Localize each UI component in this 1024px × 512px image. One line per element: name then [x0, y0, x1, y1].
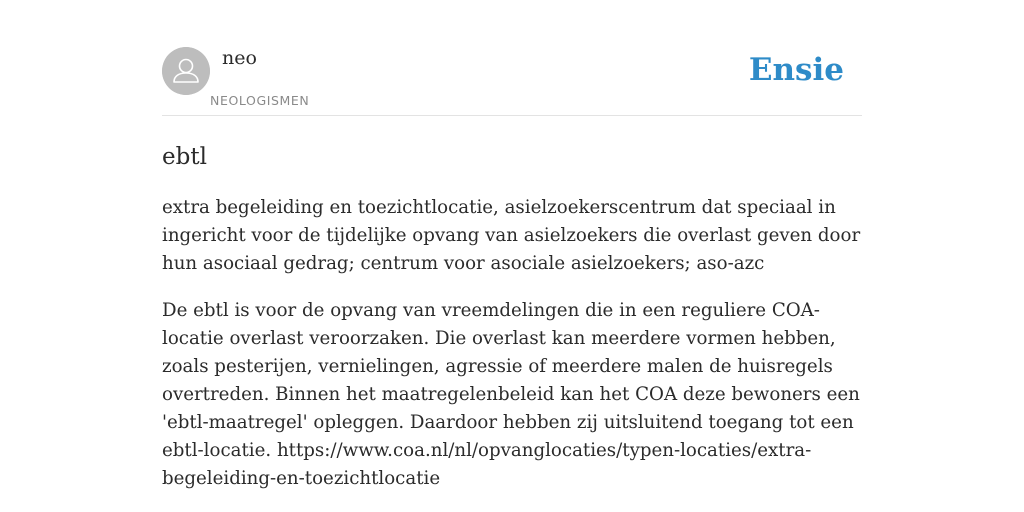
author-username[interactable]: neo: [222, 47, 257, 69]
entry-card: [162, 46, 862, 493]
entry-header: [162, 46, 862, 116]
author-category[interactable]: NEOLOGISMEN: [210, 93, 310, 108]
entry-example: [162, 297, 862, 493]
example-source-link[interactable]: https://www.coa.nl/nl/opvanglocaties/typen-locaties/extra-begeleiding-en-toezichtlocatie: [162, 440, 812, 489]
entry-title: ebtl: [162, 144, 207, 170]
example-text: De ebtl is voor de opvang van vreemdelingen die in een reguliere COA-locatie overlast veroorzaken. Die overlast kan meerdere vormen hebben, zoals pesterijen, vernielingen, agressie of meerdere malen de huisregels overtreden. Binnen het maatregelenbeleid kan het COA deze bewoners een 'ebtl-maatregel' opleggen. Daardoor hebben zij uitsluitend toegang tot een ebtl-locatie.: [162, 300, 860, 461]
user-silhouette-icon[interactable]: [162, 47, 210, 95]
ensie-logo[interactable]: Ensie: [748, 52, 844, 88]
entry-definition: extra begeleiding en toezichtlocatie, asielzoekerscentrum dat speciaal in ingericht voor de tijdelijke opvang van asielzoekers die overlast geven door hun asociaal gedrag; centrum voor asociale asielzoekers; aso-azc: [162, 197, 861, 274]
